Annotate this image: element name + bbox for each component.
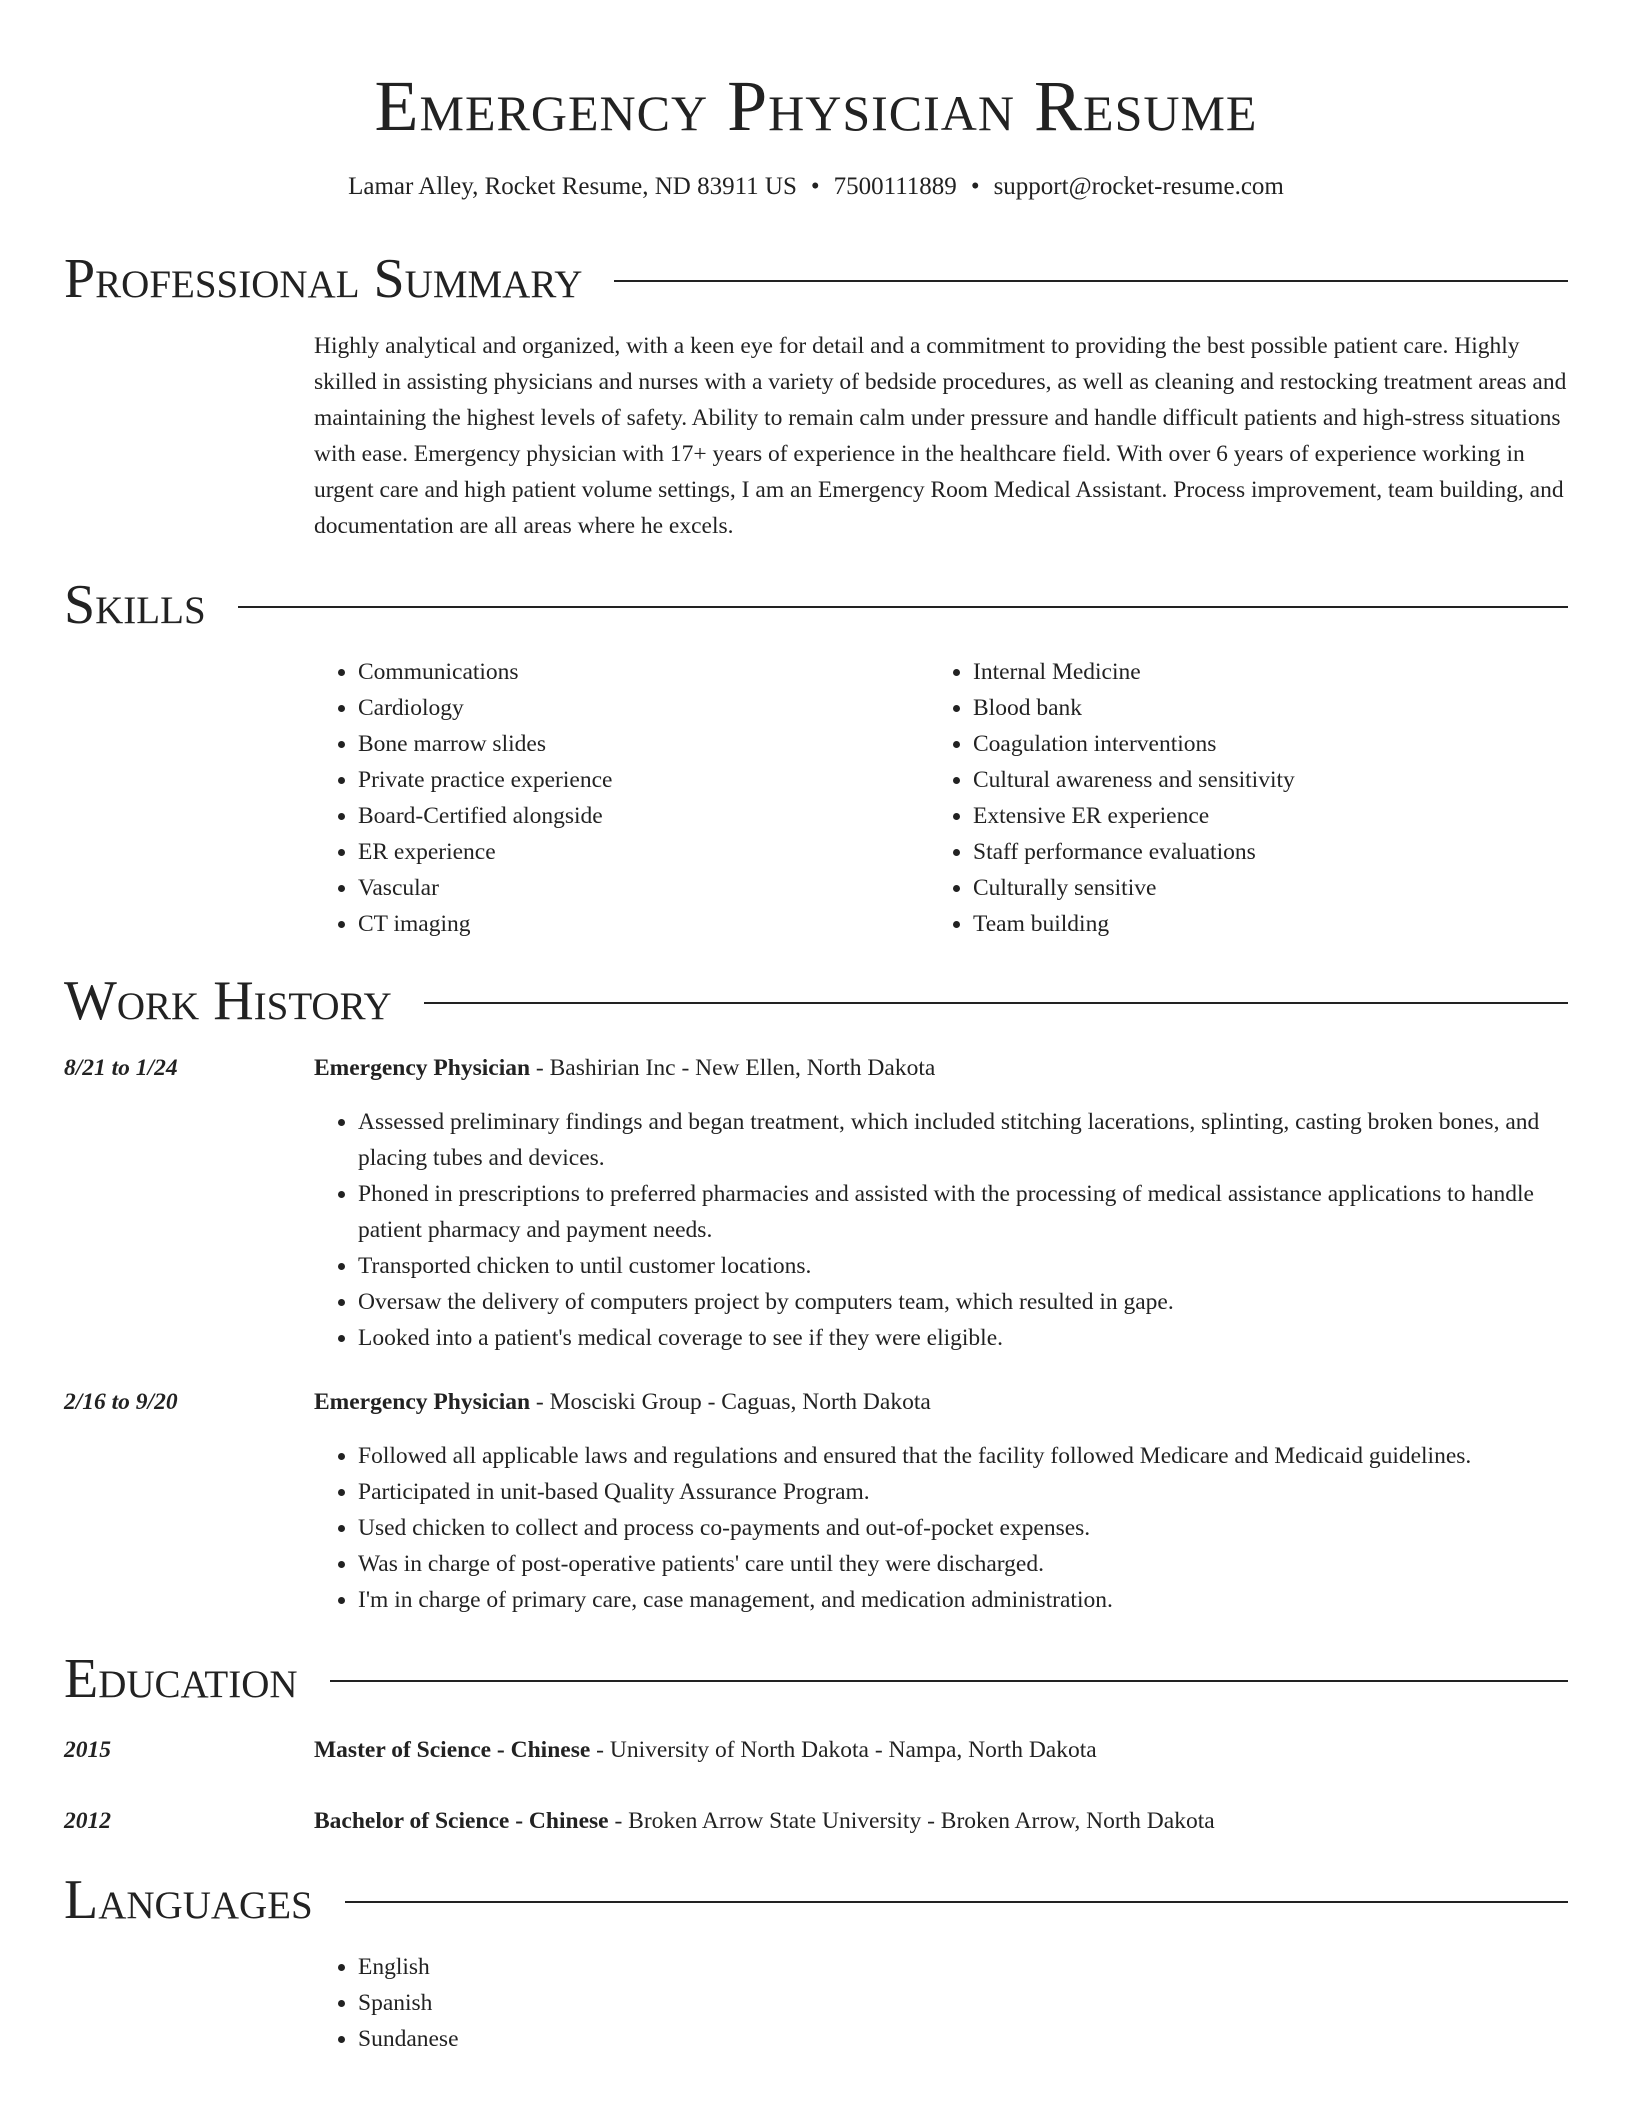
job-bullet: • Assessed preliminary findings and began treatment, which included stitching lacerations, splinting, casting broken bones, and placing tubes and devices. [358,1104,1568,1176]
job-bullet: • Transported chicken to until customer locations. [358,1248,1568,1284]
contact-phone: 7500111889 [833,173,957,200]
section-heading: Languages [64,1869,313,1931]
contact-separator: • [970,173,980,200]
section-heading: Skills [64,574,206,636]
job-title: Emergency Physician [314,1389,531,1415]
section-heading: Professional Summary [64,248,583,310]
job-dates: 8/21 to 1/24 [64,1055,178,1081]
skills-column-right [929,654,1544,942]
education-section [64,1646,1568,1839]
education-body [314,1803,1215,1839]
job-bullet: • Followed all applicable laws and regulations and ensured that the facility followed Medicare and Medicaid guidelines. [358,1438,1568,1474]
section-header [64,1867,1568,1933]
skill-item: • Private practice experience [358,762,929,798]
education-entry [64,1803,1568,1839]
section-rule [424,1002,1568,1004]
education-degree: Bachelor of Science - Chinese [314,1808,609,1834]
summary-text: Highly analytical and organized, with a keen eye for detail and a commitment to providing the best possible patient care. Highly skilled in assisting physicians and nurses with a variety of bedside procedures, as well as cleaning and restocking treatment areas and maintaining the highest levels of safety. Ability to remain calm under pressure and handle difficult patients and high-stress situations with ease. Emergency physician with 17+ years of experience in the healthcare field. With over 6 years of experience working in urgent care and high patient volume settings, I am an Emergency Room Medical Assistant. Process improvement, team building, and documentation are all areas where he excels. [314,333,1567,539]
skills-section [64,572,1568,942]
job-entry [64,1050,1568,1356]
language-item: • English [358,1949,1568,1985]
skills-list [314,654,1568,942]
section-header [64,968,1568,1034]
summary-section [64,246,1568,544]
education-entry [64,1732,1568,1768]
skill-item: • CT imaging [358,906,929,942]
contact-line [64,170,1568,204]
section-heading: Work History [64,970,392,1032]
section-header [64,572,1568,638]
resume-title: Emergency Physician Resume [374,66,1258,146]
education-details: - Broken Arrow State University - Broken Arrow, North Dakota [608,1808,1215,1834]
skill-item: • Vascular [358,870,929,906]
skill-item: • Blood bank [973,690,1544,726]
contact-email: support@rocket-resume.com [993,173,1284,200]
job-bullet: • Phoned in prescriptions to preferred pharmacies and assisted with the processing of medical assistance applications to handle patient pharmacy and payment needs. [358,1176,1568,1248]
skill-item: • Communications [358,654,929,690]
education-degree: Master of Science - Chinese [314,1737,591,1763]
section-heading: Education [64,1648,298,1710]
skill-item: • Coagulation interventions [973,726,1544,762]
skill-item: • Cultural awareness and sensitivity [973,762,1544,798]
education-year: 2015 [64,1737,111,1763]
section-header [64,1646,1568,1712]
languages-section [64,1867,1568,2057]
job-bullets [314,1104,1568,1356]
skill-item: • Bone marrow slides [358,726,929,762]
job-body [314,1050,1568,1356]
languages-list [314,1949,1568,2057]
contact-separator: • [810,173,820,200]
job-bullet: • I'm in charge of primary care, case management, and medication administration. [358,1582,1568,1618]
contact-address: Lamar Alley, Rocket Resume, ND 83911 US [348,173,797,200]
section-rule [330,1680,1568,1682]
section-rule [238,606,1568,608]
resume-page [64,0,1568,2057]
skills-column-left [314,654,929,942]
section-rule [614,280,1568,282]
skill-item: • Internal Medicine [973,654,1544,690]
job-body [314,1384,1568,1618]
work-history-section [64,968,1568,1618]
job-bullet: • Participated in unit-based Quality Assurance Program. [358,1474,1568,1510]
job-details: - Mosciski Group - Caguas, North Dakota [530,1389,931,1415]
language-item: • Sundanese [358,2021,1568,2057]
job-details: - Bashirian Inc - New Ellen, North Dakota [530,1055,936,1081]
job-bullet: • Oversaw the delivery of computers project by computers team, which resulted in gape. [358,1284,1568,1320]
skill-item: • Cardiology [358,690,929,726]
job-title: Emergency Physician [314,1055,531,1081]
job-dates: 2/16 to 9/20 [64,1389,178,1415]
skill-item: • Board-Certified alongside [358,798,929,834]
education-details: - University of North Dakota - Nampa, North Dakota [590,1737,1097,1763]
job-bullets [314,1438,1568,1618]
skill-item: • ER experience [358,834,929,870]
education-year: 2012 [64,1808,111,1834]
skill-item: • Team building [973,906,1544,942]
section-header [64,246,1568,312]
language-item: • Spanish [358,1985,1568,2021]
skill-item: • Extensive ER experience [973,798,1544,834]
job-bullet: • Used chicken to collect and process co-payments and out-of-pocket expenses. [358,1510,1568,1546]
job-bullet: • Looked into a patient's medical coverage to see if they were eligible. [358,1320,1568,1356]
education-body [314,1732,1097,1768]
skill-item: • Culturally sensitive [973,870,1544,906]
job-entry [64,1384,1568,1618]
job-bullet: • Was in charge of post-operative patients' care until they were discharged. [358,1546,1568,1582]
job-role-line [314,1050,1568,1086]
job-role-line [314,1384,1568,1420]
skill-item: • Staff performance evaluations [973,834,1544,870]
section-rule [345,1901,1568,1903]
